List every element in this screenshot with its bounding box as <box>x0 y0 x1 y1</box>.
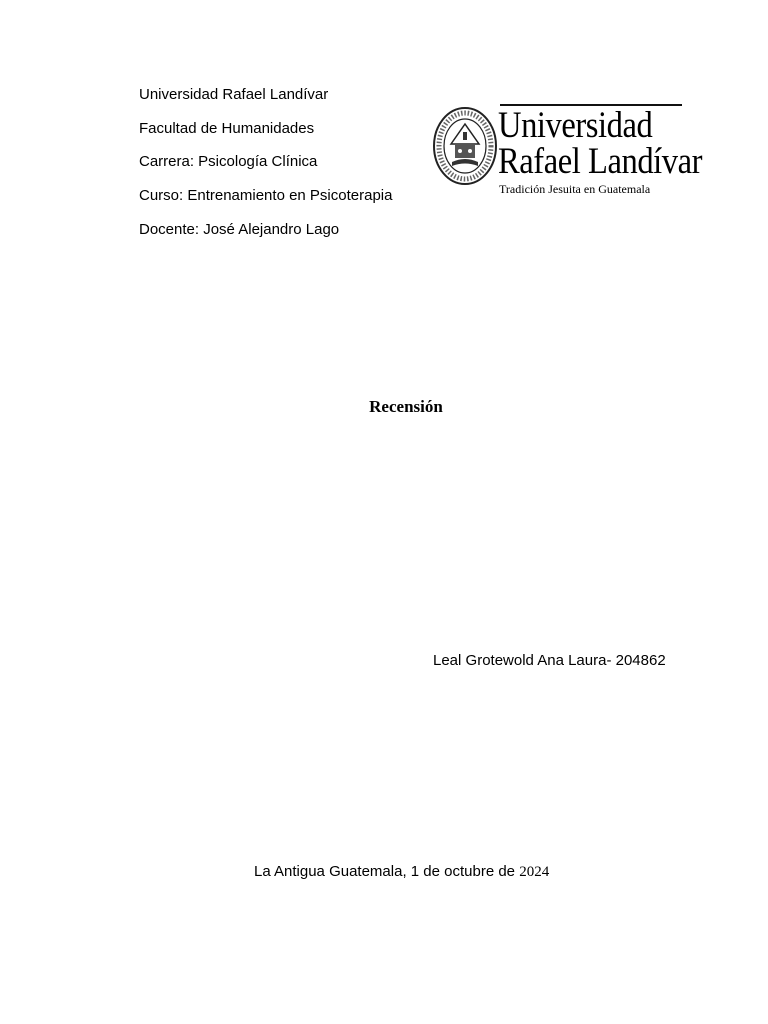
teacher-line: Docente: José Alejandro Lago <box>139 221 340 238</box>
career-line: Carrera: Psicología Clínica <box>139 153 318 170</box>
faculty-name: Facultad de Humanidades <box>139 120 315 137</box>
logo-tagline: Tradición Jesuita en Guatemala <box>499 182 651 196</box>
university-seal-icon <box>432 106 498 186</box>
university-name: Universidad Rafael Landívar <box>139 86 329 103</box>
place-date-line <box>254 862 549 882</box>
place-date-text: La Antigua Guatemala, 1 de octubre de <box>254 863 520 880</box>
logo-line-universidad: Universidad <box>498 105 653 146</box>
course-line: Curso: Entrenamiento en Psicoterapia <box>139 187 393 204</box>
date-year: 2024 <box>519 864 550 880</box>
university-logo <box>432 102 704 196</box>
author-line: Leal Grotewold Ana Laura- 204862 <box>433 652 666 669</box>
logo-line-rafael-landivar: Rafael Landívar <box>498 141 703 182</box>
document-title: Recensión <box>369 397 443 416</box>
